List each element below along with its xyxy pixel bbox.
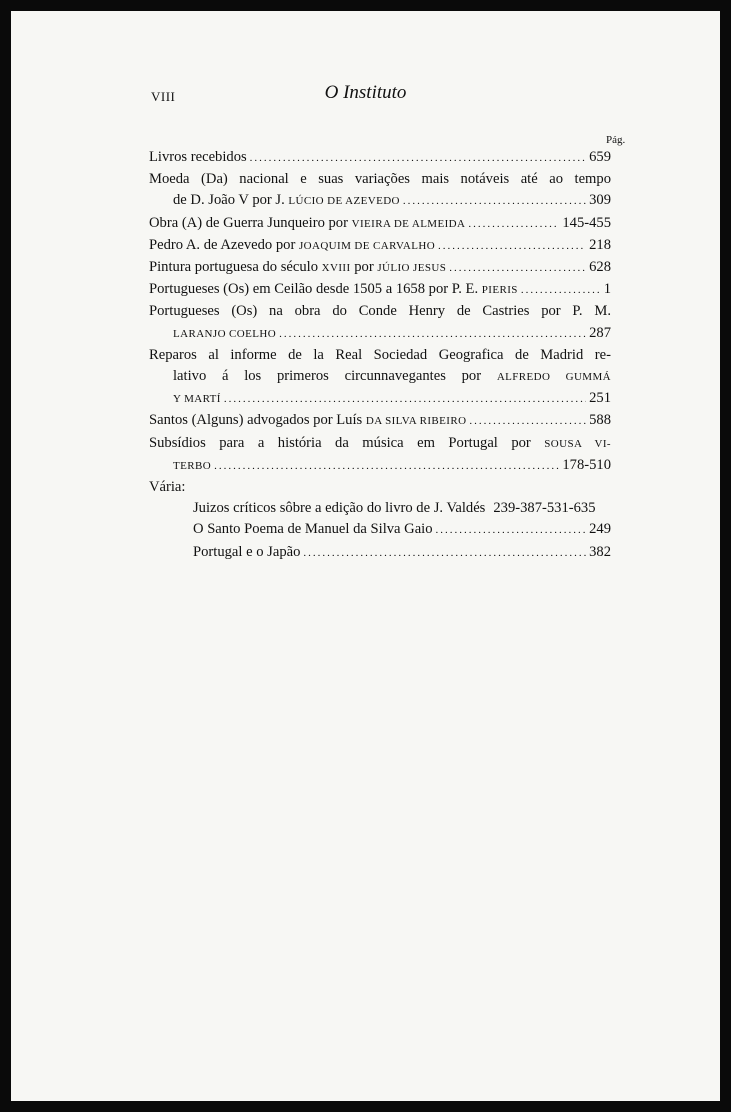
toc-entry-continuation bbox=[149, 190, 611, 212]
document-page bbox=[11, 11, 720, 1101]
toc-entry bbox=[149, 301, 611, 322]
entry-title: Reparos al informe de la Real Sociedad Geografica de Madrid re- bbox=[149, 346, 611, 363]
entry-title: Portugueses (Os) na obra do Conde Henry de Castries por P. M. bbox=[149, 303, 611, 320]
entry-page: 251 bbox=[589, 390, 611, 407]
entry-title: Vária: bbox=[149, 479, 186, 496]
toc-subentry bbox=[149, 519, 611, 541]
toc-subentry bbox=[149, 498, 611, 519]
entry-title: Pedro A. de Azevedo por bbox=[149, 236, 296, 253]
entry-century: XVIII bbox=[321, 262, 351, 275]
entry-page: 382 bbox=[589, 543, 611, 560]
entry-author: TERBO bbox=[173, 459, 212, 472]
entry-page: 239-387-531-635 bbox=[493, 500, 596, 517]
leader-dots bbox=[250, 148, 586, 169]
entry-title: Moeda (Da) nacional e suas variações mais notáveis até ao tempo bbox=[149, 171, 611, 188]
entry-author: VIEIRA DE ALMEIDA bbox=[351, 217, 466, 230]
entry-page: 218 bbox=[589, 236, 611, 253]
entry-title: Juizos críticos sôbre a edição do livro de J. Valdés bbox=[193, 500, 486, 517]
leader-dots bbox=[468, 214, 559, 235]
entry-title: Portugal e o Japão bbox=[193, 543, 301, 560]
entry-page: 287 bbox=[589, 324, 611, 341]
toc-entry bbox=[149, 279, 611, 301]
entry-author: LARANJO COELHO bbox=[173, 327, 277, 340]
leader-dots bbox=[214, 456, 559, 477]
leader-dots bbox=[438, 236, 586, 257]
toc-entry bbox=[149, 147, 611, 169]
entry-title: O Santo Poema de Manuel da Silva Gaio bbox=[193, 521, 433, 538]
entry-author: Y MARTÍ bbox=[173, 393, 221, 406]
toc-entry bbox=[149, 257, 611, 279]
toc-entry-continuation bbox=[149, 455, 611, 477]
pag-column-label: Pág. bbox=[606, 134, 626, 146]
entry-author: SOUSA VI- bbox=[544, 437, 611, 450]
table-of-contents bbox=[149, 147, 611, 564]
entry-title: Portugueses (Os) em Ceilão desde 1505 a 1658 por P. E. bbox=[149, 281, 479, 298]
entry-page: 628 bbox=[589, 259, 611, 276]
section-heading bbox=[149, 477, 611, 498]
leader-dots bbox=[436, 520, 587, 541]
entry-page: 309 bbox=[589, 192, 611, 209]
entry-page: 659 bbox=[589, 149, 611, 165]
leader-dots bbox=[469, 411, 586, 432]
leader-dots bbox=[403, 191, 586, 212]
toc-entry bbox=[149, 433, 611, 455]
leader-dots bbox=[279, 324, 586, 345]
toc-entry bbox=[149, 169, 611, 190]
entry-page: 588 bbox=[589, 412, 611, 429]
leader-dots bbox=[521, 280, 601, 301]
toc-entry bbox=[149, 213, 611, 235]
entry-title: Obra (A) de Guerra Junqueiro por bbox=[149, 214, 348, 231]
entry-author: PIERIS bbox=[481, 284, 518, 297]
toc-entry-continuation bbox=[149, 323, 611, 345]
entry-author: JOAQUIM DE CARVALHO bbox=[298, 239, 436, 252]
toc-subentry bbox=[149, 542, 611, 564]
entry-page: 145-455 bbox=[562, 214, 611, 231]
entry-title: Subsídios para a história da música em Portugal por bbox=[149, 434, 531, 451]
entry-title: lativo á los primeros circunnavegantes por bbox=[173, 368, 482, 385]
entry-title-connector: por bbox=[354, 259, 374, 276]
entry-page: 249 bbox=[589, 521, 611, 538]
entry-author: DA SILVA RIBEIRO bbox=[365, 415, 467, 428]
toc-entry bbox=[149, 410, 611, 432]
page-title: O Instituto bbox=[324, 82, 407, 103]
page-number: VIII bbox=[151, 89, 176, 104]
entry-page: 178-510 bbox=[562, 456, 611, 473]
entry-title: Santos (Alguns) advogados por Luís bbox=[149, 412, 363, 429]
leader-dots bbox=[303, 543, 586, 564]
toc-entry bbox=[149, 235, 611, 257]
entry-author: ALFREDO GUMMÁ bbox=[496, 371, 611, 384]
leader-dots bbox=[224, 389, 586, 410]
entry-title: Pintura portuguesa do século bbox=[149, 259, 319, 276]
leader-dots bbox=[449, 258, 586, 279]
entry-author: LÚCIO DE AZEVEDO bbox=[288, 195, 400, 208]
entry-page: 1 bbox=[603, 281, 611, 298]
entry-title: de D. João V por J. bbox=[173, 192, 285, 209]
toc-entry bbox=[149, 345, 611, 366]
toc-entry-continuation bbox=[149, 366, 611, 388]
entry-title: Livros recebidos bbox=[149, 149, 247, 165]
entry-author: JÚLIO JESUS bbox=[377, 262, 447, 275]
toc-entry-continuation bbox=[149, 388, 611, 410]
